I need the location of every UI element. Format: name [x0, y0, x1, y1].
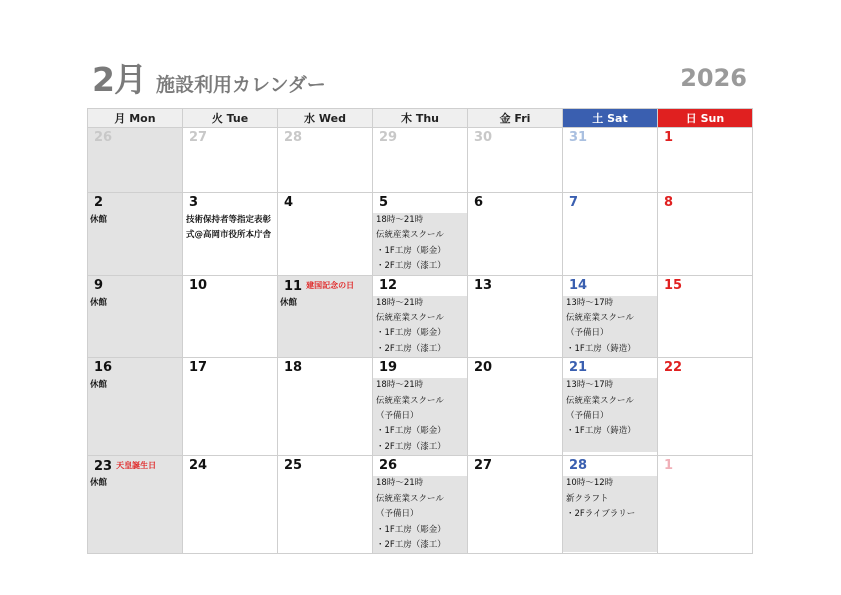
- day-number: [88, 128, 182, 148]
- day-cell[interactable]: [373, 358, 468, 456]
- day-cell[interactable]: [658, 128, 753, 193]
- day-number: [563, 276, 657, 296]
- day-number: [278, 276, 372, 296]
- schedule-note: 18時～21時 伝統産業スクール （予備日） ・1F工房（彫金） ・2F工房（漆工）: [373, 476, 467, 553]
- day-number-text: 28: [284, 130, 303, 145]
- day-number-text: 12: [379, 277, 398, 293]
- day-number: [88, 276, 182, 296]
- day-cell[interactable]: [278, 193, 373, 276]
- day-number-text: 25: [284, 458, 303, 474]
- day-number: [468, 358, 562, 378]
- month-label: 2月: [92, 60, 146, 99]
- day-number: [373, 456, 467, 476]
- day-number: [658, 456, 752, 476]
- day-number-text: 26: [94, 130, 113, 145]
- holiday-label: 建国記念の日: [306, 280, 355, 290]
- day-number-text: 27: [189, 130, 208, 145]
- day-number: [468, 128, 562, 148]
- day-number: [88, 193, 182, 213]
- calendar-subtitle: 施設利用カレンダー: [155, 74, 326, 96]
- day-cell[interactable]: [658, 358, 753, 456]
- weekday-thu: 木 Thu: [373, 109, 468, 128]
- day-cell[interactable]: [183, 358, 278, 456]
- schedule-note: 18時～21時 伝統産業スクール ・1F工房（彫金） ・2F工房（漆工）: [373, 296, 467, 358]
- day-cell[interactable]: [563, 193, 658, 276]
- day-number: [373, 358, 467, 378]
- day-cell[interactable]: [88, 456, 183, 554]
- day-number-text: 28: [569, 458, 588, 474]
- day-cell[interactable]: [278, 275, 373, 358]
- day-number: [183, 276, 277, 296]
- day-cell[interactable]: [468, 275, 563, 358]
- week-row: [88, 128, 753, 193]
- day-number-text: 19: [379, 360, 398, 376]
- day-number: [373, 276, 467, 296]
- day-number-text: 20: [474, 360, 493, 376]
- day-cell[interactable]: [373, 193, 468, 276]
- week-row: [88, 456, 753, 554]
- day-number-text: 2: [94, 195, 104, 210]
- day-cell[interactable]: [183, 193, 278, 276]
- holiday-label: 天皇誕生日: [116, 461, 157, 471]
- day-number: [468, 456, 562, 476]
- day-number-text: 23: [94, 459, 113, 475]
- year-label: 2026: [680, 64, 747, 92]
- day-number: [278, 193, 372, 213]
- day-cell[interactable]: [563, 456, 658, 554]
- day-number-text: 8: [664, 195, 674, 210]
- day-cell[interactable]: [658, 456, 753, 554]
- day-cell[interactable]: [88, 193, 183, 276]
- day-cell[interactable]: [278, 358, 373, 456]
- weekday-mon: 月 Mon: [88, 109, 183, 128]
- day-number: [88, 456, 182, 476]
- day-number-text: 27: [474, 458, 493, 474]
- day-number-text: 24: [189, 458, 208, 474]
- day-cell[interactable]: [468, 193, 563, 276]
- day-cell[interactable]: [373, 275, 468, 358]
- day-cell[interactable]: [658, 193, 753, 276]
- closed-label: 休館: [90, 297, 108, 308]
- day-number: [563, 128, 657, 148]
- week-row: [88, 275, 753, 358]
- day-number: [88, 358, 182, 378]
- weekday-header-row: [88, 109, 753, 128]
- weekday-fri: 金 Fri: [468, 109, 563, 128]
- day-cell[interactable]: [183, 456, 278, 554]
- day-number: [278, 456, 372, 476]
- day-number: [563, 193, 657, 213]
- schedule-note: 18時～21時 伝統産業スクール （予備日） ・1F工房（彫金） ・2F工房（漆工）: [373, 378, 467, 455]
- day-number-text: 29: [379, 130, 398, 145]
- day-number-text: 6: [474, 195, 484, 210]
- day-number: [658, 128, 752, 148]
- day-number-text: 16: [94, 360, 113, 376]
- day-number-text: 10: [189, 277, 208, 293]
- day-number-text: 31: [569, 130, 588, 145]
- week-row: [88, 193, 753, 276]
- schedule-note: 13時～17時 伝統産業スクール （予備日） ・1F工房（鋳造）: [563, 378, 657, 452]
- day-number: [183, 358, 277, 378]
- week-row: [88, 358, 753, 456]
- day-cell[interactable]: [468, 358, 563, 456]
- day-number: [183, 128, 277, 148]
- schedule-note: 13時～17時 伝統産業スクール （予備日） ・1F工房（鋳造）: [563, 296, 657, 358]
- day-number-text: 4: [284, 195, 294, 210]
- day-cell[interactable]: [373, 128, 468, 193]
- event-note: 技術保持者等指定表彰 式@高岡市役所本庁舎: [186, 215, 272, 241]
- day-number-text: 5: [379, 195, 389, 210]
- day-number-text: 13: [474, 277, 493, 293]
- schedule-note: 18時～21時 伝統産業スクール ・1F工房（彫金） ・2F工房（漆工）: [373, 213, 467, 275]
- calendar-grid: [87, 108, 753, 554]
- closed-label: 休館: [90, 380, 108, 391]
- day-cell[interactable]: [183, 275, 278, 358]
- day-number-text: 21: [569, 360, 588, 376]
- day-number-text: 22: [664, 360, 683, 376]
- day-number-text: 17: [189, 360, 208, 376]
- day-cell[interactable]: [88, 275, 183, 358]
- closed-label: 休館: [90, 478, 108, 489]
- day-cell[interactable]: [468, 128, 563, 193]
- day-cell[interactable]: [88, 358, 183, 456]
- calendar-title: [92, 54, 326, 99]
- weekday-sun: 日 Sun: [658, 109, 753, 128]
- day-number: [468, 193, 562, 213]
- day-number-text: 26: [379, 458, 398, 474]
- day-cell[interactable]: [563, 275, 658, 358]
- day-cell[interactable]: [658, 275, 753, 358]
- day-number-text: 3: [189, 195, 199, 210]
- day-number-text: 1: [664, 458, 674, 474]
- weekday-tue: 火 Tue: [183, 109, 278, 128]
- day-cell[interactable]: [278, 456, 373, 554]
- day-number: [468, 276, 562, 296]
- day-cell[interactable]: [468, 456, 563, 554]
- day-number: [563, 358, 657, 378]
- day-number: [658, 358, 752, 378]
- weekday-wed: 水 Wed: [278, 109, 373, 128]
- day-cell[interactable]: [183, 128, 278, 193]
- day-number: [658, 193, 752, 213]
- day-number-text: 11: [284, 278, 303, 294]
- day-number-text: 1: [664, 130, 674, 145]
- day-number-text: 18: [284, 360, 303, 376]
- day-number: [278, 128, 372, 148]
- day-number: [183, 193, 277, 213]
- day-number-text: 9: [94, 277, 104, 293]
- day-number-text: 7: [569, 195, 579, 210]
- day-number: [658, 276, 752, 296]
- closed-label: 休館: [90, 215, 108, 225]
- weekday-sat: 土 Sat: [563, 109, 658, 128]
- day-number: [278, 358, 372, 378]
- day-number-text: 14: [569, 277, 588, 293]
- schedule-note: 10時～12時 新クラフト ・2Fライブラリー: [563, 476, 657, 552]
- day-cell[interactable]: [88, 128, 183, 193]
- day-number: [373, 128, 467, 148]
- closed-label: 休館: [280, 297, 298, 308]
- day-number: [183, 456, 277, 476]
- day-number: [373, 193, 467, 213]
- day-number-text: 30: [474, 130, 493, 145]
- day-number: [563, 456, 657, 476]
- day-number-text: 15: [664, 277, 683, 293]
- day-cell[interactable]: [563, 128, 658, 193]
- day-cell[interactable]: [278, 128, 373, 193]
- day-cell[interactable]: [373, 456, 468, 554]
- day-cell[interactable]: [563, 358, 658, 456]
